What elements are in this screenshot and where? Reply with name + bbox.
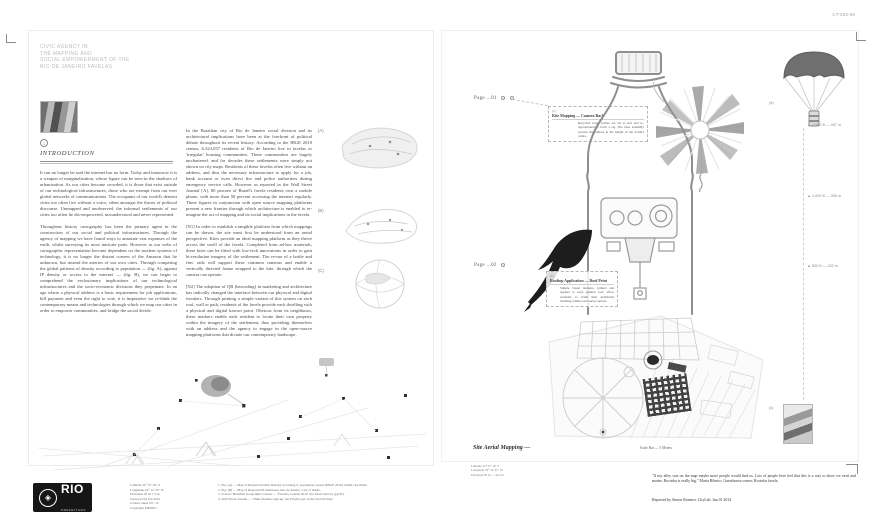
resident-quote: "If my alley was on the map maybe more people would find us. Lots of people here feel that this is a way to show we exist and matter. Rocinha is really big." Maria Ribeiro, Guesthouse owner, Rocinha favela. <box>652 474 856 484</box>
photo-label: (c) <box>769 406 774 410</box>
page-label-2 <box>474 263 505 268</box>
footnote-line: Copyright MMXIV <box>130 505 157 510</box>
page-label-2-text: Page ...02 <box>474 263 497 269</box>
annotation-body: Recycled water bottles are cut to size and re-appropriated to form a rig. The base assembly secures the camera at the height of the bottle's centre. <box>578 121 644 138</box>
altitude-drop-line <box>803 128 804 400</box>
intro-photo <box>40 101 78 133</box>
margin-label-c: (C) <box>318 268 324 273</box>
parachute-drawing <box>778 48 850 128</box>
sketch-map-a <box>332 116 432 178</box>
map-credit-line: Latitude 22° 57' 16" S <box>471 464 500 468</box>
rio-emblem-icon: ◈ <box>39 489 57 507</box>
map-credits <box>471 464 504 477</box>
pinwheel-rotor-drawing <box>652 82 752 192</box>
title-block <box>40 44 130 70</box>
annotation-tag: (a) <box>552 109 556 113</box>
paragraph: It can no longer be said the internet has no form. Today and tomorrow it is a weapon of marginalization, whose figure can be seen in the shadows of urbanization. As our cities become crowded, it is those that exist outside of our technological infrastructures, those who are exempt from our ever global networks of communications. The occupants of our world's densest cities too often live without a voice, silent amongst the throes of political discourse. Unmapped and unobserved, the informal settlements of our cities too often lie dis-empowered, misunderstood and never represented. <box>40 170 177 217</box>
marker-icon <box>501 96 505 100</box>
footnote-line: Latitude 22° 57' 16" S <box>130 483 161 487</box>
marker-icon <box>501 263 505 267</box>
reported-by-line: Reported by Simon Romero, CityLab. Jan 01 2014 <box>652 498 732 502</box>
text-column-2 <box>186 128 312 344</box>
parachute-label: (d) <box>769 101 774 105</box>
altitude-mark <box>808 123 841 127</box>
sketch-globe-c <box>332 254 432 316</box>
map-credit-line: Elevation 85 m — site 02 <box>471 472 504 477</box>
annotation-title: Rooftop Application — Roof Print <box>550 279 614 285</box>
rio-logo-sub: PREFEITURA <box>61 507 87 512</box>
section-heading: INTRODUCTION <box>40 150 95 157</box>
paragraph: [N2] The adoption of QR (barcoding) in marketing and architecture has radically changed the interface between our physical and digital frontiers. Through printing a simple variant of this system on each roof, wall or path, residents of the favela provide each dwelling with a physical and digital known point. Obvious from its neighbours, these markers enable each resident to locate their own property within the imagery of the settlement, thus providing themselves with an address and the agency to engage in the open-source mapping platforms that dictate our contemporary landscape. <box>186 284 312 337</box>
crop-mark-icon <box>857 464 858 474</box>
aerial-photo-thumb <box>783 404 813 444</box>
altitude-label: 500 ft — 152 m <box>812 264 838 268</box>
footnotes-site <box>130 483 210 511</box>
altitude-label: 1,500 ft — 457 m <box>812 123 842 127</box>
page-label-1-text: Page ...01 <box>474 96 497 102</box>
crop-mark-icon <box>6 42 16 43</box>
map-caption: Site Aerial Mapping — <box>473 445 531 451</box>
sketch-map-b <box>338 196 433 251</box>
footnote-line: Longitude 43° 12' 35" W <box>130 487 164 492</box>
paragraph: Throughout history cartography has been the primary agent in the construction of our social and political infrastructures. Through the agency of mapping we have found ways to annotate vast expanses of the earth, whilst surveying its most intricate parts. However as our webs of cartographic representation become dependent on the modern systems of technology, it is no longer the distant corners of the Amazon that lie unknown, but instead the arteries of our own cities. Through comparing the global patterns of density according to population — (fig. A), against IP density or access to the internet — (fig. B), we can begin to comprehend the exclusionary implications of our technological infrastructures and the socio-economic divisions they perpetuate. In an age where a physical address is a basic requirement for job applications, bill payment and even the right to vote, it is imperative we re-think the contemporary means and technologies through which we map our cities in order to empower communities, and bridge the social divide. <box>40 224 177 313</box>
plan-scale-caption: Scale Bar — 5 Meters <box>640 446 672 450</box>
footnote-line: 2. Fig. (B) — Map of Reported IP Addresses, Rio de Janeiro, City of limits. <box>218 487 321 492</box>
figure-mark: 1 <box>40 139 48 147</box>
altitude-label: 1,000 ft — 305 m <box>812 194 842 198</box>
footnotes-refs <box>218 483 368 501</box>
annotation-tag: (b) <box>550 274 554 278</box>
footnote-line: Elevation 25 m ± 3 m <box>130 492 160 497</box>
crop-mark-icon <box>856 32 857 41</box>
annotation-title: Kite Mapping — Camera Rack <box>552 114 644 120</box>
rio-logo <box>33 483 92 512</box>
margin-label-a: (A) <box>318 128 324 133</box>
crop-mark-icon <box>856 40 866 41</box>
altitude-mark <box>808 194 841 198</box>
margin-label-b: (B) <box>318 208 324 213</box>
kite-field-diagram <box>38 338 434 470</box>
footnote-line: 1. Fig. (A) — Map of Reported Urban Density according to population census (IBGE 2010) within city limits. <box>218 483 368 487</box>
footnote-line: 3. Source: Brazilian Geographic Census — 'Favelas, Census 2010' Sao Paulo Survey (pg 87). <box>218 492 345 497</box>
paragraph: [N1] In order to establish a tangible platform from which mappings can be drawn, the site must first be understood from an aerial perspective. Kites provide an ideal mapping platform as they thrive across the swell of the favela. Completed from ad-hoc materials, these kites can be fitted with low-tech innovations in order to gain hi-resolution imagery of the settlement. The re-use of a bottle and fins' rails will support these common cameras and enable a vertically directed frame strapped to the kite, through which the camera can operate. <box>186 224 312 277</box>
altitude-tick-icon: ▴ <box>808 122 811 127</box>
title-line: CIVIC AGENCY IN <box>40 44 88 50</box>
footnote-line: Contact sheet 04 / 12 <box>130 501 159 506</box>
annotation-box-roof-print <box>546 271 618 307</box>
title-line: SOCIAL EMPOWERMENT OF THE <box>40 57 130 64</box>
footnote-line: Surveyed 04 Jan 2014 <box>130 496 161 501</box>
map-credit-line: Longitude 43° 14' 47" W <box>471 468 503 473</box>
rio-logo-text: RIO <box>61 481 84 496</box>
text-column-1 <box>40 170 177 320</box>
altitude-tick-icon: ▴ <box>808 193 811 198</box>
paragraph: In the Brazilian city of Rio de Janeiro social division and its architectural implications have been at the forefront of political debate throughout its recent history. According to the IBGE 2010 census, 6,323,037 residents of Rio de Janeiro live in favelas or 'irregular' housing communities. These communities are largely unchartered, and for decades these settlements were simply not shown on city maps. Residents of these favelas often live without an address, and thus the necessary infrastructure to apply for a job, bank account or even direct fire and police authorities during emergency service calls. However as reported in the Wall Street Journal [A], 80 percent of Brazil's favela residents own a mobile phone, with more than 50 percent accessing the internet regularly. These figures in conjunction with open source mapping platforms present a new frontier through which architecture is enabled to re-imagine the act of mapping and its social implications in the favela. <box>186 128 312 217</box>
qr-roof-marker <box>643 373 692 417</box>
crop-mark-icon <box>6 34 7 43</box>
altitude-mark <box>808 264 838 268</box>
doc-number: CT-023-00 <box>832 12 855 17</box>
heading-rule <box>40 161 173 164</box>
page-label-1 <box>474 96 514 101</box>
title-line: RIO DE JANEIRO FAVELAS <box>40 63 113 70</box>
annotation-body: Simple visual markers, printed and applied to each painted roof, allow residents to claim their individual dwelling within each aerial capture. <box>560 286 614 303</box>
footnote-line: 4. Wall Street Journal — 'Slum dwellers sign up: the Favelas get on the World's map.' <box>218 496 334 501</box>
title-line: THE MAPPING AND <box>40 50 93 57</box>
altitude-tick-icon: ▴ <box>808 263 811 268</box>
